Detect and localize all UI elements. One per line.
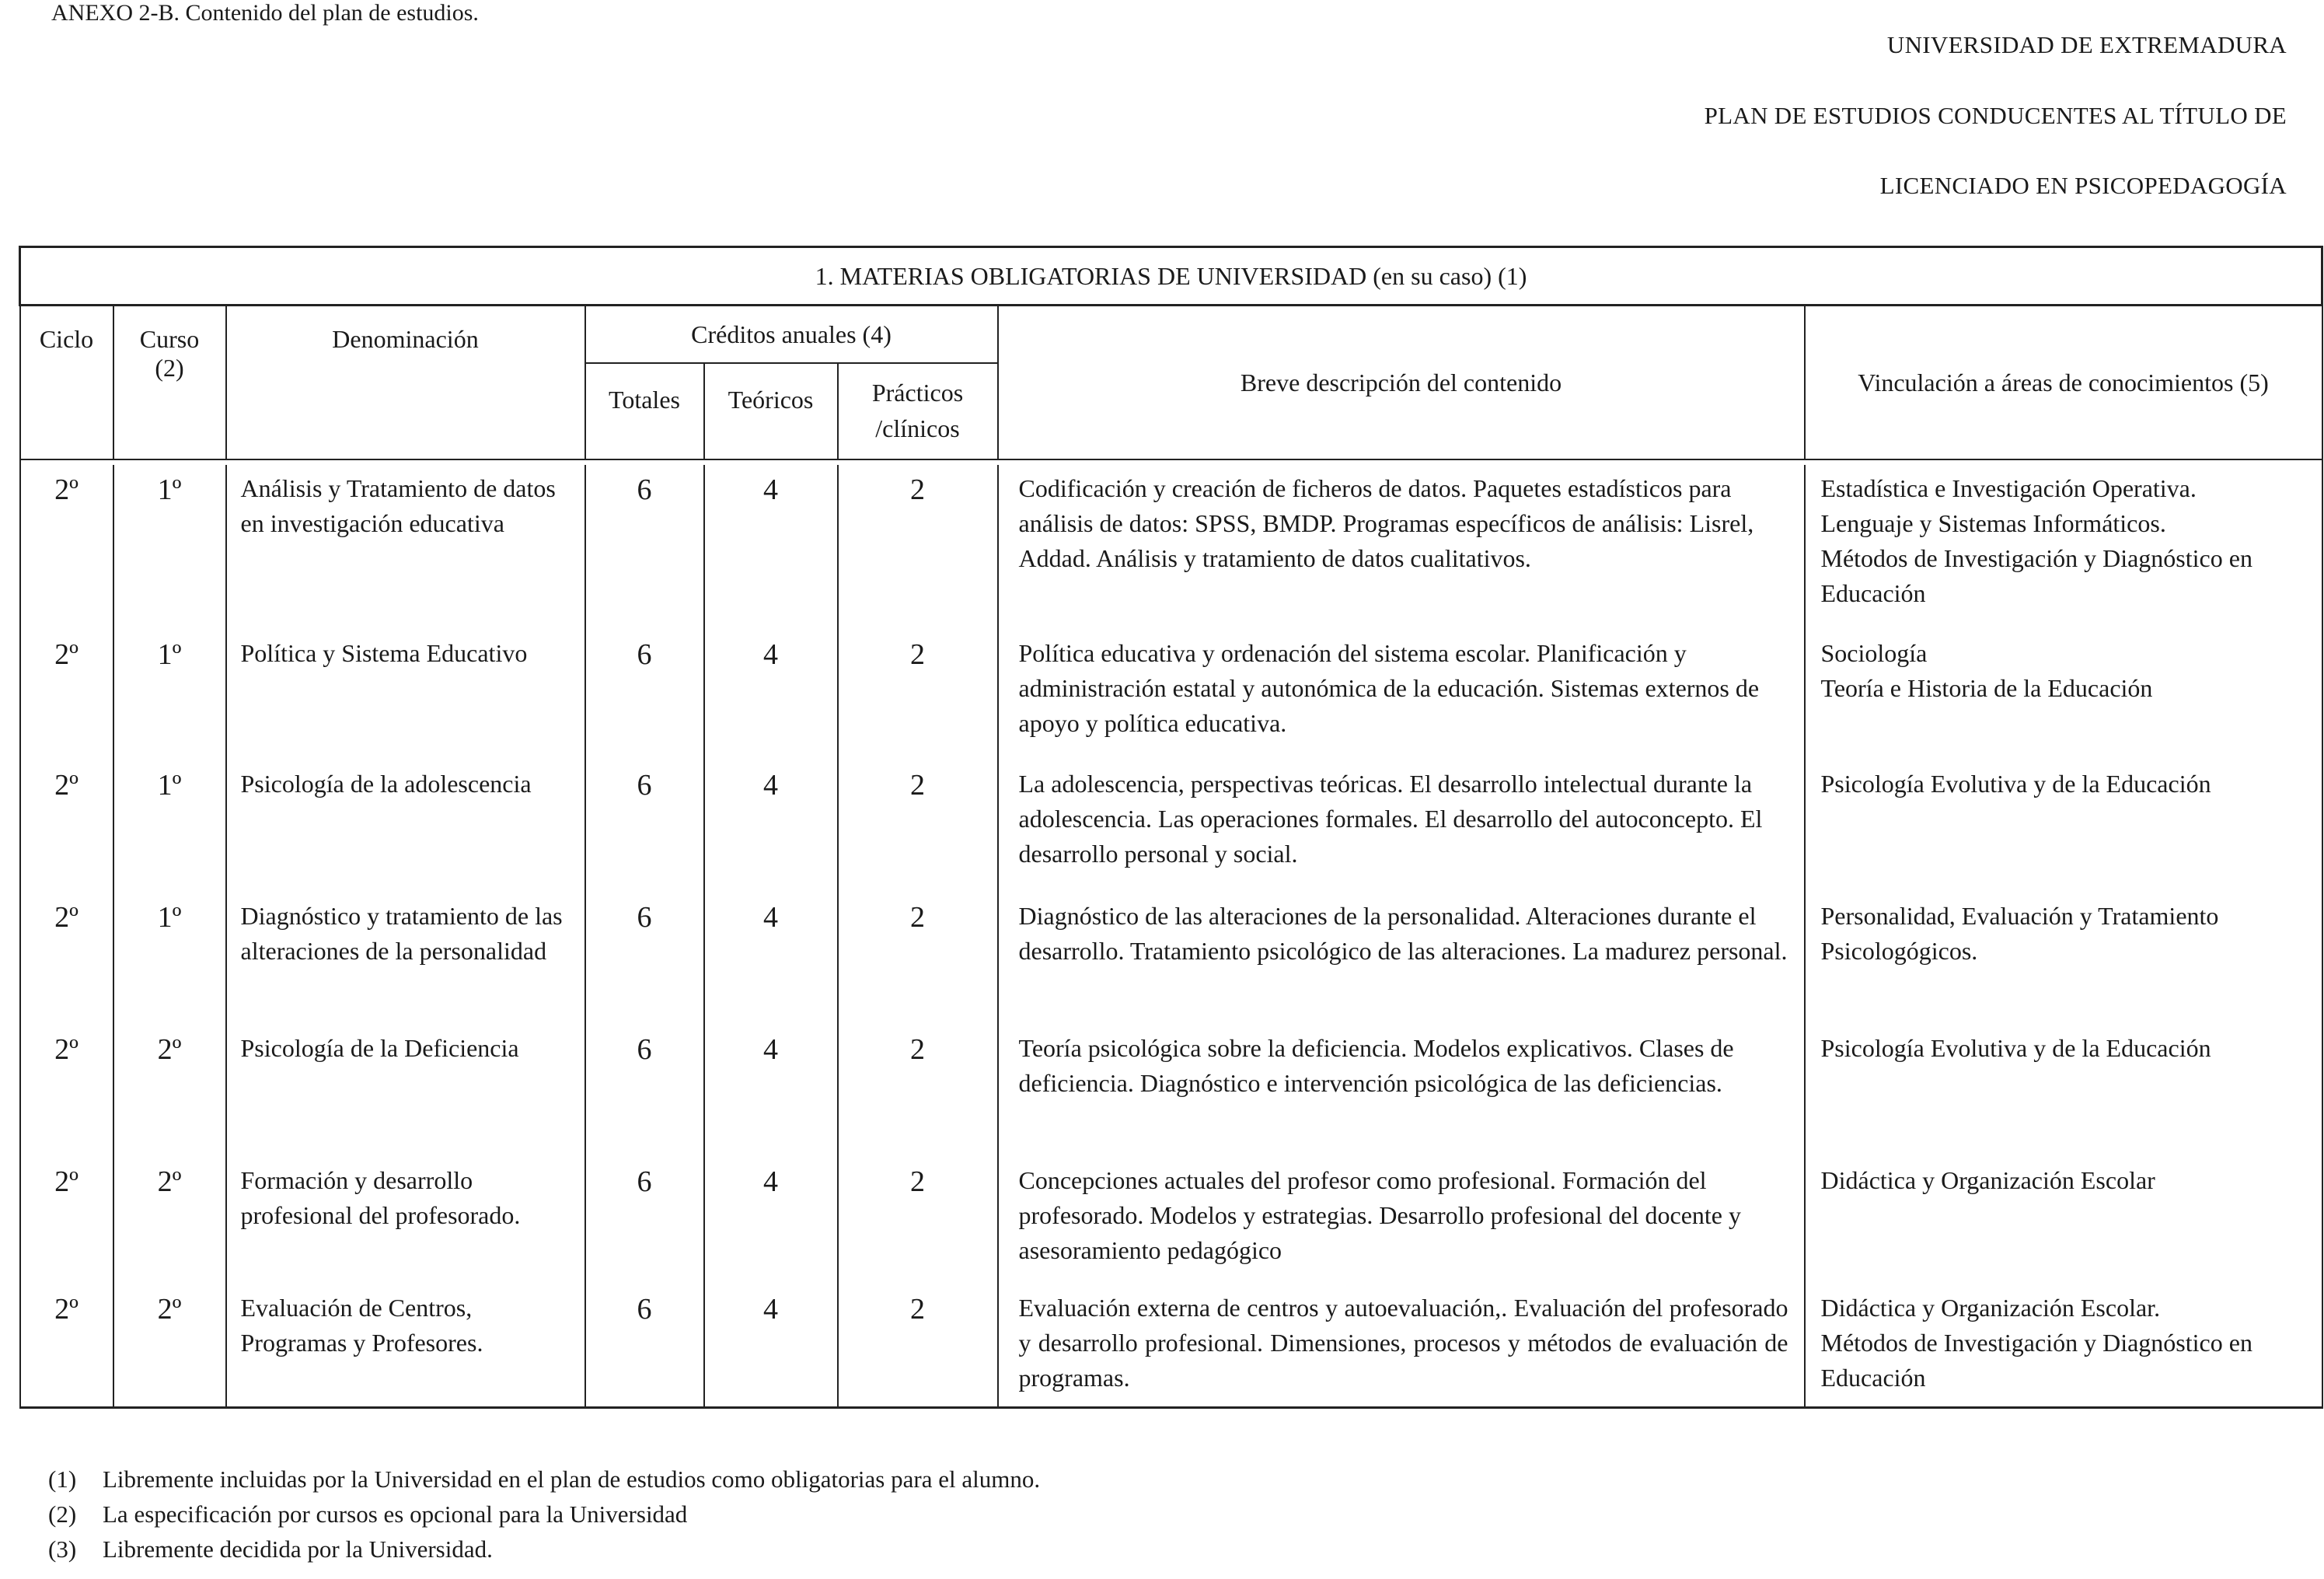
header-curso (113, 306, 226, 460)
cell-descripcion: Teoría psicológica sobre la deficiencia. Modelos explicativos. Clases de deficiencia. Diagnóstico e intervención psicológica de las deficiencias. (998, 1025, 1805, 1157)
header-teoricos: Teóricos (704, 363, 838, 459)
cell-curso: 1º (113, 630, 226, 760)
footnotes (48, 1462, 1040, 1567)
cell-ciclo: 2º (20, 630, 113, 760)
footnote (48, 1462, 1040, 1497)
cell-curso: 1º (113, 465, 226, 630)
header-practicos-label: Prácticos /clínicos (871, 379, 964, 442)
header-creditos: Créditos anuales (4) (585, 306, 998, 364)
header-descripcion: Breve descripción del contenido (998, 306, 1805, 460)
table-row (20, 893, 2322, 1025)
header-practicos (838, 363, 998, 459)
cell-denominacion: Formación y desarrollo profesional del profesorado. (226, 1157, 585, 1284)
cell-teoricos: 4 (704, 1025, 838, 1157)
cell-teoricos: 4 (704, 1284, 838, 1407)
cell-denominacion: Diagnóstico y tratamiento de las alteraciones de la personalidad (226, 893, 585, 1025)
header-denominacion: Denominación (226, 306, 585, 460)
header-curso-label: Curso (2) (139, 325, 200, 382)
cell-areas: Didáctica y Organización Escolar (1805, 1157, 2322, 1284)
cell-ciclo: 2º (20, 1157, 113, 1284)
cell-ciclo: 2º (20, 760, 113, 893)
cell-practicos: 2 (838, 1025, 998, 1157)
cell-descripcion: Política educativa y ordenación del sistema escolar. Planificación y administración estatal y autonómica de la educación. Sistemas externos de apoyo y política educativa. (998, 630, 1805, 760)
cell-curso: 2º (113, 1284, 226, 1407)
cell-ciclo: 2º (20, 1284, 113, 1407)
cell-totales: 6 (585, 1157, 704, 1284)
annex-label: ANEXO 2-B. Contenido del plan de estudios. (51, 0, 479, 26)
header-vinculacion: Vinculación a áreas de conocimientos (5) (1805, 306, 2322, 460)
degree-title: LICENCIADO EN PSICOPEDAGOGÍA (1879, 172, 2287, 199)
university-name: UNIVERSIDAD DE EXTREMADURA (1886, 31, 2287, 58)
footnote (48, 1497, 1040, 1532)
cell-areas: Personalidad, Evaluación y Tratamiento Psicologógicos. (1805, 893, 2322, 1025)
footnote-number: (2) (48, 1500, 77, 1528)
cell-totales: 6 (585, 1284, 704, 1407)
cell-areas: Sociología Teoría e Historia de la Educación (1805, 630, 2322, 760)
cell-totales: 6 (585, 893, 704, 1025)
cell-practicos: 2 (838, 1157, 998, 1284)
table-row (20, 760, 2322, 893)
cell-areas: Psicología Evolutiva y de la Educación (1805, 1025, 2322, 1157)
cell-totales: 6 (585, 630, 704, 760)
cell-totales: 6 (585, 465, 704, 630)
table-body (20, 465, 2322, 1407)
cell-denominacion: Análisis y Tratamiento de datos en investigación educativa (226, 465, 585, 630)
cell-teoricos: 4 (704, 1157, 838, 1284)
subjects-table-wrapper (19, 246, 2321, 1409)
table-row (20, 1284, 2322, 1407)
cell-curso: 2º (113, 1157, 226, 1284)
cell-descripcion: Evaluación externa de centros y autoevaluación,. Evaluación del profesorado y desarrollo profesional. Dimensiones, procesos y métodos de evaluación de programas. (998, 1284, 1805, 1407)
cell-curso: 2º (113, 1025, 226, 1157)
footnote-number: (3) (48, 1535, 77, 1563)
cell-teoricos: 4 (704, 630, 838, 760)
table-row (20, 1157, 2322, 1284)
cell-teoricos: 4 (704, 893, 838, 1025)
subjects-table (19, 246, 2323, 1409)
cell-totales: 6 (585, 1025, 704, 1157)
cell-descripcion: Diagnóstico de las alteraciones de la personalidad. Alteraciones durante el desarrollo. Tratamiento psicológico de las alteraciones. La madurez personal. (998, 893, 1805, 1025)
cell-practicos: 2 (838, 760, 998, 893)
cell-teoricos: 4 (704, 760, 838, 893)
cell-curso: 1º (113, 893, 226, 1025)
cell-denominacion: Evaluación de Centros, Programas y Profesores. (226, 1284, 585, 1407)
cell-teoricos: 4 (704, 465, 838, 630)
cell-descripcion: Concepciones actuales del profesor como profesional. Formación del profesorado. Modelos y estrategias. Desarrollo profesional del docente y asesoramiento pedagógico (998, 1157, 1805, 1284)
cell-practicos: 2 (838, 630, 998, 760)
table-title: 1. MATERIAS OBLIGATORIAS DE UNIVERSIDAD (en su caso) (1) (20, 247, 2322, 306)
cell-totales: 6 (585, 760, 704, 893)
cell-ciclo: 2º (20, 1025, 113, 1157)
table-row (20, 630, 2322, 760)
table-row (20, 1025, 2322, 1157)
header-totales: Totales (585, 363, 704, 459)
cell-ciclo: 2º (20, 893, 113, 1025)
cell-ciclo: 2º (20, 465, 113, 630)
cell-denominacion: Psicología de la Deficiencia (226, 1025, 585, 1157)
cell-areas: Didáctica y Organización Escolar. Métodos de Investigación y Diagnóstico en Educación (1805, 1284, 2322, 1407)
footnote-text: La especificación por cursos es opcional para la Universidad (103, 1500, 688, 1528)
cell-practicos: 2 (838, 465, 998, 630)
header-ciclo: Ciclo (20, 306, 113, 460)
footnote-number: (1) (48, 1465, 77, 1493)
footnote-text: Libremente incluidas por la Universidad en el plan de estudios como obligatorias para el alumno. (103, 1465, 1041, 1493)
cell-practicos: 2 (838, 1284, 998, 1407)
plan-title: PLAN DE ESTUDIOS CONDUCENTES AL TÍTULO DE (1704, 102, 2287, 129)
cell-denominacion: Política y Sistema Educativo (226, 630, 585, 760)
cell-denominacion: Psicología de la adolescencia (226, 760, 585, 893)
footnote (48, 1532, 1040, 1567)
cell-descripcion: Codificación y creación de ficheros de datos. Paquetes estadísticos para análisis de datos: SPSS, BMDP. Programas específicos de análisis: Lisrel, Addad. Análisis y tratamiento de datos cualitativos. (998, 465, 1805, 630)
cell-curso: 1º (113, 760, 226, 893)
footnote-text: Libremente decidida por la Universidad. (103, 1535, 493, 1563)
cell-practicos: 2 (838, 893, 998, 1025)
cell-descripcion: La adolescencia, perspectivas teóricas. El desarrollo intelectual durante la adolescencia. Las operaciones formales. El desarrollo del autoconcepto. El desarrollo personal y social. (998, 760, 1805, 893)
cell-areas: Estadística e Investigación Operativa. Lenguaje y Sistemas Informáticos. Métodos de Investigación y Diagnóstico en Educación (1805, 465, 2322, 630)
table-row (20, 465, 2322, 630)
cell-areas: Psicología Evolutiva y de la Educación (1805, 760, 2322, 893)
